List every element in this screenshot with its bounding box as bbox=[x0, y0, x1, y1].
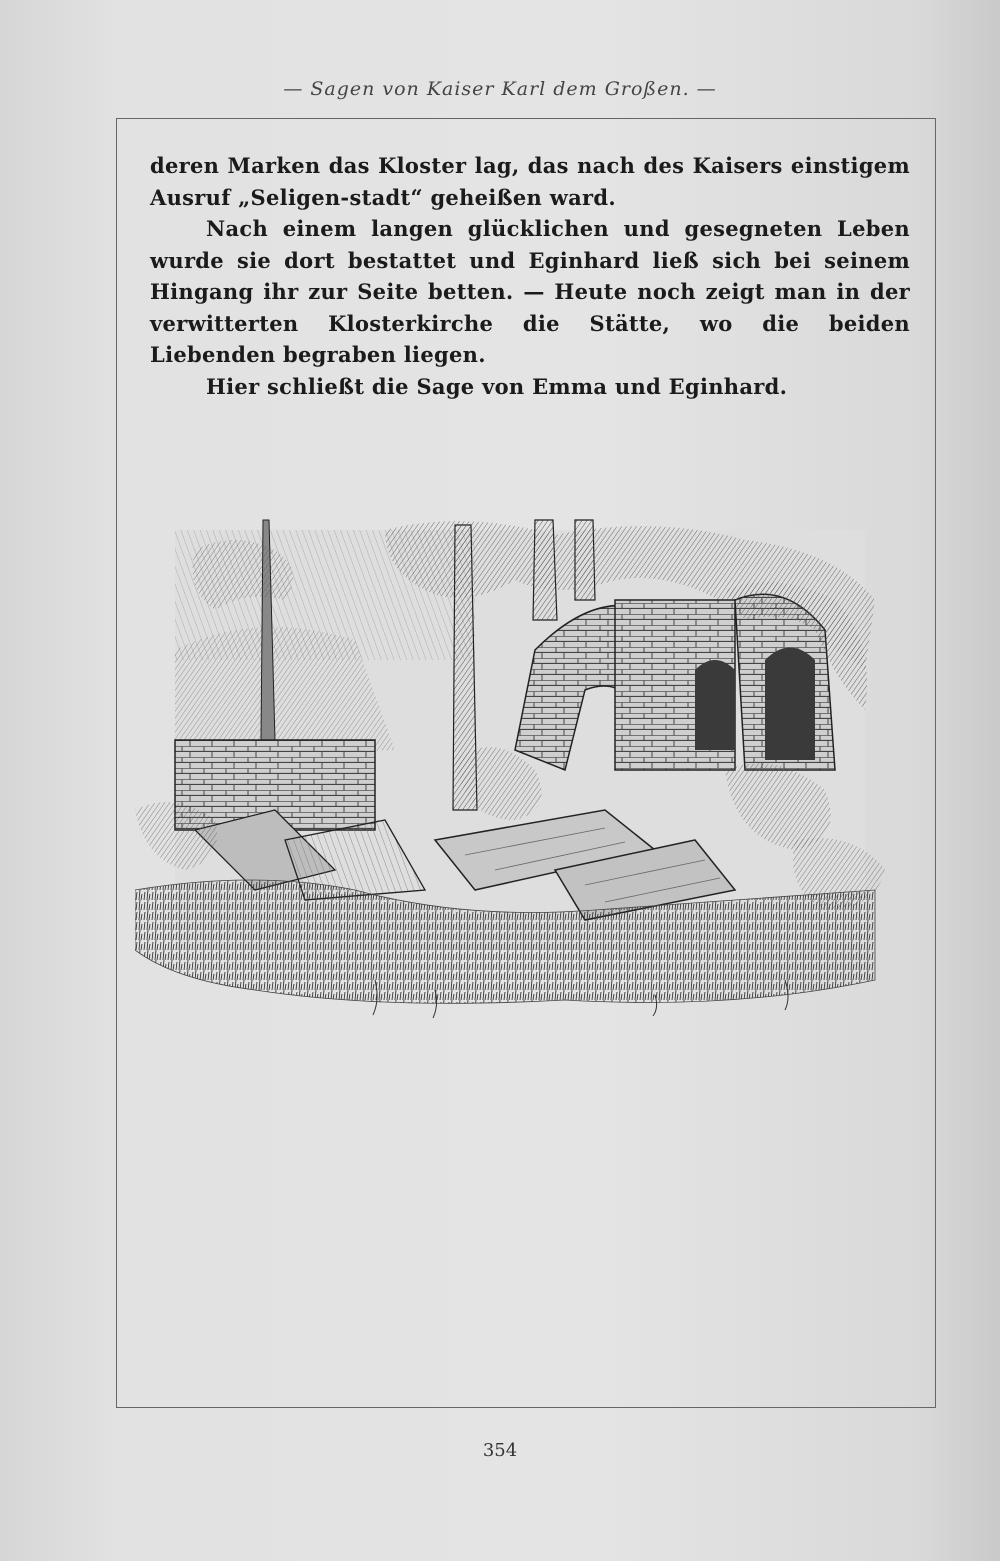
body-text bbox=[150, 150, 910, 402]
paragraph-3: Hier schließt die Sage von Emma und Eginhard. bbox=[206, 373, 788, 399]
dark-doorway bbox=[695, 660, 735, 750]
paragraph-2: Nach einem langen glücklichen und gesegneten Leben wurde sie dort bestattet und Eginhard ließ sich bei seinem Hingang ihr zur Seite betten. — Heute noch zeigt man in der verwitterten Klosterkirche die Stätte, wo die beiden Liebenden begraben liegen. bbox=[150, 216, 910, 367]
page-number: 354 bbox=[482, 1440, 518, 1461]
dark-window-arch bbox=[765, 648, 815, 761]
ruin-engraving-illustration bbox=[135, 510, 895, 1020]
paragraph-1: deren Marken das Kloster lag, das nach des Kaisers einstigem Ausruf „Seligen-stadt“ geheißen ward. bbox=[150, 153, 910, 210]
running-head: — Sagen von Kaiser Karl dem Großen. — bbox=[283, 78, 717, 100]
